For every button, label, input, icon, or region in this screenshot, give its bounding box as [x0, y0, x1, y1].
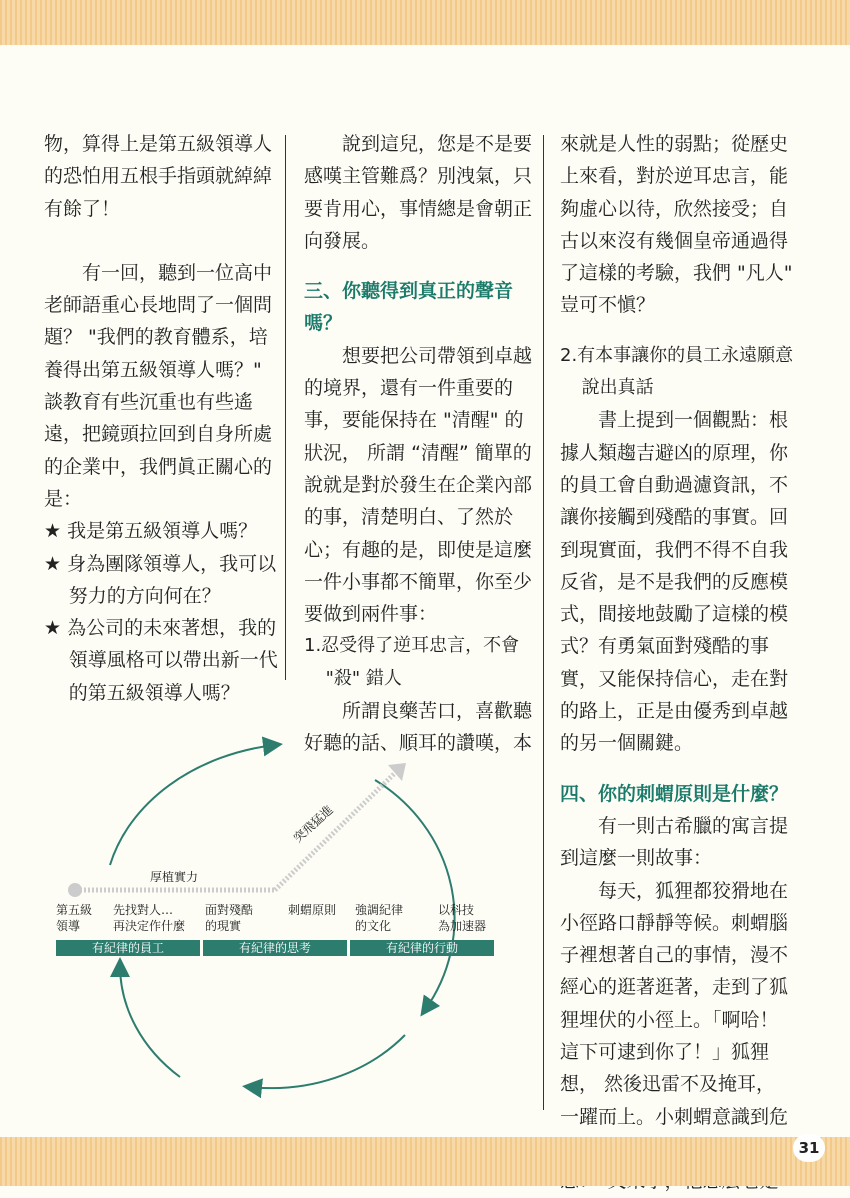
numbered-item: 2.有本事讓你的員工永遠願意說出真話: [560, 344, 794, 399]
section-heading: 四、你的刺蝟原則是什麼？: [560, 782, 789, 805]
cycle-arrow: [250, 1035, 405, 1088]
paragraph: 物，算得上是第五級領導人的恐怕用五根手指頭就綽綽有餘了！: [44, 133, 273, 220]
stage-label-6: 以科技 為加速器: [438, 903, 487, 933]
category-bar-2: 有紀律的思考: [203, 940, 347, 956]
arrow-label: 突飛猛進: [290, 802, 336, 846]
paragraph: 來就是人性的弱點；從歷史上來看，對於逆耳忠言，能夠虛心以待，欣然接受；自古以來沒有幾個皇帝通過得了這樣的考驗，我們 "凡人" 豈可不愼？: [560, 133, 793, 317]
page-number: 31: [793, 1134, 825, 1162]
column-divider: [543, 135, 544, 1110]
line-label: 厚植實力: [150, 870, 199, 884]
paragraph: 有一回，聽到一位高中老師語重心長地問了一個問題？ "我們的教育體系，培養得出第五級領導人嗎？" 談教育有些沉重也有些遙遠，把鏡頭拉回到自身所處的企業中，我們眞正關心的是：: [44, 261, 273, 510]
stage-label-3: 面對殘酷 的現實: [205, 903, 254, 933]
bullet-item: ★ 身為團隊領導人，我可以努力的方向何在？: [44, 552, 277, 607]
category-bar-3: 有紀律的行動: [350, 940, 494, 956]
stage-label-4: 刺蝟原則: [288, 903, 337, 917]
stage-label-2: 先找對人… 再決定作什麼: [113, 903, 186, 933]
cycle-arrow: [375, 780, 455, 1010]
bullet-item: ★ 為公司的未來著想，我的領導風格可以帶出新一代的第五級領導人嗎？: [44, 617, 278, 704]
top-decorative-band: [0, 0, 850, 45]
column-3: [560, 128, 794, 1198]
cycle-arrow: [110, 745, 275, 865]
paragraph: 想要把公司帶領到卓越的境界，還有一件重要的事，要能保持在 "清醒" 的狀況， 所謂 “清醒” 簡單的說就是對於發生在企業內部的事，清楚明白、了然於心；有趣的是，即使是這麼一件小事都不簡單，你至少要做到兩件事：: [304, 344, 533, 626]
cycle-arrow: [120, 965, 180, 1077]
paragraph: 每天，狐狸都狡猾地在小徑路口靜靜等候。刺蝟腦子裡想著自己的事情，漫不經心的逛著逛著，走到了狐狸埋伏的小徑上。「啊哈！這下可逮到你了！」狐狸想， 然後迅雷不及掩耳，一躍而上。小刺蝟意識到危: [560, 879, 789, 1128]
paragraph: 書上提到一個觀點：根據人類趨吉避凶的原理，你的員工會自動過濾資訊，不讓你接觸到殘酷的事實。回到現實面，我們不得不自我反省，是不是我們的反應模式，間接地鼓勵了這樣的模式？有勇氣面對殘酷的事實，又能保持信心，走在對的路上，正是由優秀到卓越的另一個關鍵。: [560, 409, 789, 755]
bullet-item: ★ 我是第五級領導人嗎？: [44, 520, 258, 543]
column-2: [304, 128, 538, 760]
start-dot: [68, 883, 82, 897]
column-1: [44, 128, 280, 709]
stage-label-5: 強調紀律 的文化: [355, 903, 404, 933]
paragraph: 有一則古希臘的寓言提到這麼一則故事：: [560, 814, 789, 870]
column-divider: [285, 135, 286, 680]
stage-label-1: 第五級 領導: [56, 903, 93, 933]
category-bar-1: 有紀律的員工: [56, 940, 200, 956]
paragraph: 說到這兒，您是不是要感嘆主管難爲？別洩氣，只要肯用心，事情總是會朝正向發展。: [304, 133, 533, 252]
paragraph: 所謂良藥苦口，喜歡聽好聽的話、順耳的讚嘆，本: [304, 700, 533, 755]
bottom-decorative-band: [0, 1137, 850, 1186]
section-heading: 三、你聽得到真正的聲音嗎？: [304, 280, 514, 335]
numbered-item: 1.忍受得了逆耳忠言，不會 "殺" 錯人: [304, 635, 520, 689]
